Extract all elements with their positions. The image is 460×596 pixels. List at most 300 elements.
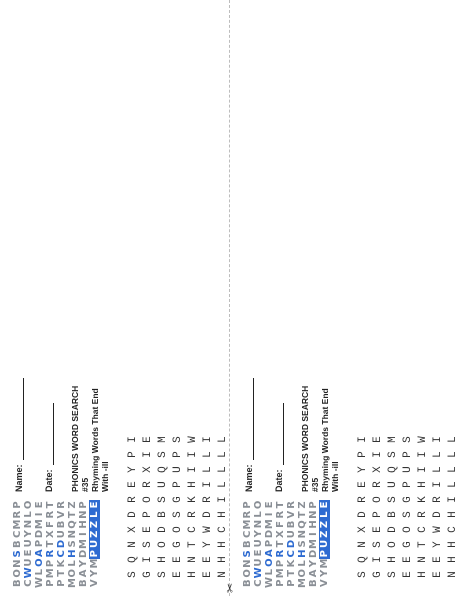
grid-letter[interactable]: R	[432, 496, 444, 503]
grid-row	[201, 432, 216, 582]
grid-letter[interactable]: R	[202, 496, 214, 503]
logo-letter: O	[67, 568, 78, 578]
logo-letter: P	[45, 579, 56, 587]
logo-letter: U	[23, 539, 34, 548]
grid-letter[interactable]: X	[142, 466, 154, 473]
grid-letter[interactable]: S	[157, 451, 169, 458]
logo-letter: O	[297, 568, 308, 578]
grid-letter[interactable]: H	[217, 511, 229, 518]
grid-letter[interactable]: P	[402, 451, 414, 458]
logo-letter: W	[253, 567, 264, 579]
grid-letter[interactable]: S	[157, 571, 169, 578]
logo-letter: T	[67, 511, 78, 519]
logo-letter: N	[297, 529, 308, 539]
grid-letter[interactable]: O	[172, 526, 184, 533]
grid-letter[interactable]: L	[432, 451, 444, 458]
logo-letter: P	[275, 579, 286, 587]
logo-row	[67, 500, 78, 588]
grid-letter[interactable]: E	[372, 436, 384, 443]
logo-letter: C	[242, 530, 253, 539]
logo-letter: Y	[89, 569, 100, 577]
logo-letter: M	[89, 558, 100, 569]
logo-letter: T	[45, 501, 56, 509]
logo-letter: B	[308, 579, 319, 587]
grid-row	[186, 432, 201, 582]
logo-letter: B	[242, 579, 253, 587]
grid-letter[interactable]: S	[157, 496, 169, 503]
logo-letter: M	[12, 519, 23, 530]
grid-letter[interactable]: Q	[357, 556, 369, 563]
grid-letter[interactable]: E	[372, 526, 384, 533]
logo-row	[78, 500, 89, 588]
grid-letter[interactable]: T	[417, 541, 429, 548]
grid-row	[431, 432, 446, 582]
date-field[interactable]	[44, 403, 54, 492]
logo-letter: P	[45, 559, 56, 568]
logo-letter: N	[67, 529, 78, 539]
logo-letter: R	[45, 549, 56, 558]
logo-letter: U	[253, 558, 264, 567]
grid-letter[interactable]: C	[187, 526, 199, 533]
grid-letter[interactable]: I	[432, 436, 444, 443]
name-line[interactable]	[244, 378, 254, 460]
logo-row	[264, 500, 275, 588]
grid-letter[interactable]: C	[447, 526, 459, 533]
grid-letter[interactable]: E	[402, 571, 414, 578]
grid-letter[interactable]: L	[202, 466, 214, 473]
grid-letter[interactable]: P	[172, 451, 184, 458]
grid-letter[interactable]: O	[142, 496, 154, 503]
logo-letter: R	[12, 510, 23, 519]
grid-letter[interactable]: R	[417, 511, 429, 518]
grid-letter[interactable]: Y	[202, 541, 214, 548]
date-line[interactable]	[274, 403, 284, 465]
grid-letter[interactable]: E	[402, 556, 414, 563]
grid-row	[401, 432, 416, 582]
name-label: Name:	[14, 464, 24, 492]
logo-letter: W	[34, 576, 45, 588]
logo-letter: I	[78, 532, 89, 537]
grid-letter[interactable]: W	[187, 436, 199, 443]
grid-letter[interactable]: M	[157, 436, 169, 443]
logo-letter: V	[319, 579, 330, 587]
logo-letter: N	[23, 519, 34, 529]
logo-letter: P	[12, 501, 23, 509]
grid-letter[interactable]: D	[127, 511, 139, 518]
grid-letter[interactable]: D	[202, 511, 214, 518]
grid-letter[interactable]: M	[387, 436, 399, 443]
logo-letter: K	[286, 559, 297, 568]
grid-letter[interactable]: E	[432, 571, 444, 578]
logo-letter: B	[286, 520, 297, 529]
logo-letter: O	[264, 558, 275, 567]
logo-letter: D	[308, 549, 319, 559]
logo-letter: I	[34, 512, 45, 517]
grid-letter[interactable]: Q	[157, 466, 169, 473]
grid-letter[interactable]: D	[357, 511, 369, 518]
title-line: PHONICS WORD SEARCH #35	[300, 385, 320, 492]
logo-letter: P	[56, 579, 67, 587]
grid-letter[interactable]: O	[402, 526, 414, 533]
grid-letter[interactable]: I	[142, 451, 154, 458]
grid-letter[interactable]: P	[372, 511, 384, 518]
grid-letter[interactable]: H	[447, 541, 459, 548]
logo-letter: L	[253, 511, 264, 518]
grid-letter[interactable]: Q	[387, 466, 399, 473]
logo-letter: M	[78, 539, 89, 549]
grid-letter[interactable]: G	[402, 541, 414, 548]
grid-letter[interactable]: D	[432, 511, 444, 518]
grid-letter[interactable]: G	[372, 571, 384, 578]
grid-letter[interactable]: B	[157, 511, 169, 518]
grid-letter[interactable]: B	[387, 511, 399, 518]
logo-letter: H	[297, 549, 308, 558]
grid-letter[interactable]: N	[127, 541, 139, 548]
grid-letter[interactable]: E	[142, 436, 154, 443]
grid-letter[interactable]: X	[372, 466, 384, 473]
grid-letter[interactable]: U	[157, 481, 169, 488]
puzzle-logo	[242, 500, 330, 588]
grid-letter[interactable]: N	[357, 541, 369, 548]
grid-letter[interactable]: T	[187, 541, 199, 548]
logo-row	[242, 500, 253, 588]
worksheet-title	[300, 372, 340, 492]
logo-letter: O	[12, 569, 23, 578]
grid-letter[interactable]: C	[417, 526, 429, 533]
logo-letter: T	[275, 501, 286, 509]
logo-letter: C	[253, 579, 264, 587]
grid-letter[interactable]: I	[187, 451, 199, 458]
logo-letter: Y	[78, 560, 89, 568]
logo-letter: Z	[89, 520, 100, 529]
logo-letter: C	[12, 530, 23, 539]
grid-letter[interactable]: L	[447, 436, 459, 443]
logo-row	[12, 500, 23, 588]
grid-letter[interactable]: E	[142, 526, 154, 533]
grid-letter[interactable]: H	[217, 556, 229, 563]
grid-letter[interactable]: L	[217, 466, 229, 473]
logo-letter: L	[264, 569, 275, 576]
grid-letter[interactable]: I	[372, 451, 384, 458]
title-line: PHONICS WORD SEARCH #35	[70, 385, 90, 492]
grid-letter[interactable]: R	[187, 511, 199, 518]
logo-letter: R	[45, 510, 56, 519]
logo-letter: R	[286, 501, 297, 509]
grid-letter[interactable]: P	[402, 481, 414, 488]
name-field[interactable]	[14, 378, 24, 492]
logo-letter: N	[242, 559, 253, 568]
date-label: Date:	[274, 469, 284, 492]
name-field[interactable]	[244, 378, 254, 492]
grid-letter[interactable]: S	[172, 511, 184, 518]
grid-letter[interactable]: S	[372, 541, 384, 548]
logo-letter: P	[319, 550, 330, 558]
logo-letter: R	[275, 510, 286, 519]
grid-letter[interactable]: I	[357, 436, 369, 443]
logo-letter: U	[286, 530, 297, 539]
grid-row	[126, 432, 141, 582]
logo-letter: T	[286, 569, 297, 577]
logo-letter: L	[34, 569, 45, 576]
grid-letter[interactable]: G	[142, 571, 154, 578]
grid-letter[interactable]: P	[127, 451, 139, 458]
grid-letter[interactable]: W	[417, 436, 429, 443]
worksheet-title	[70, 372, 110, 492]
grid-letter[interactable]: L	[432, 466, 444, 473]
logo-row	[23, 500, 34, 588]
logo-letter: S	[297, 540, 308, 548]
logo-letter: B	[242, 540, 253, 548]
grid-letter[interactable]: I	[432, 481, 444, 488]
logo-letter: M	[264, 519, 275, 530]
grid-letter[interactable]: R	[142, 481, 154, 488]
logo-row	[319, 500, 330, 588]
grid-letter[interactable]: L	[447, 451, 459, 458]
grid-letter[interactable]: W	[202, 526, 214, 533]
grid-letter[interactable]: R	[127, 496, 139, 503]
grid-letter[interactable]: I	[417, 466, 429, 473]
grid-letter[interactable]: S	[387, 451, 399, 458]
grid-letter[interactable]: L	[217, 436, 229, 443]
logo-letter: T	[56, 569, 67, 577]
grid-letter[interactable]: P	[172, 481, 184, 488]
grid-letter[interactable]: Y	[432, 541, 444, 548]
logo-letter: P	[242, 501, 253, 509]
logo-row	[275, 500, 286, 588]
logo-letter: L	[89, 511, 100, 518]
grid-letter[interactable]: S	[172, 436, 184, 443]
logo-letter: B	[78, 579, 89, 587]
grid-letter[interactable]: I	[202, 481, 214, 488]
grid-row	[141, 432, 156, 582]
logo-letter: E	[253, 549, 264, 557]
grid-row	[216, 432, 230, 582]
grid-letter[interactable]: L	[202, 451, 214, 458]
logo-letter: C	[286, 550, 297, 558]
logo-letter: O	[242, 569, 253, 578]
worksheet-copy-right	[230, 0, 460, 596]
logo-letter: Z	[319, 520, 330, 529]
logo-letter: T	[45, 540, 56, 548]
date-field[interactable]	[274, 403, 284, 492]
logo-letter: D	[264, 529, 275, 539]
grid-letter[interactable]: L	[447, 466, 459, 473]
grid-letter[interactable]: U	[402, 466, 414, 473]
date-line[interactable]	[44, 403, 54, 465]
logo-letter: R	[56, 501, 67, 509]
logo-row	[286, 500, 297, 588]
logo-row	[308, 500, 319, 588]
grid-letter[interactable]: I	[447, 496, 459, 503]
grid-letter[interactable]: L	[217, 451, 229, 458]
grid-letter[interactable]: I	[417, 451, 429, 458]
logo-row	[89, 500, 100, 588]
logo-letter: V	[56, 510, 67, 519]
grid-letter[interactable]: N	[417, 556, 429, 563]
logo-letter: Z	[89, 530, 100, 538]
logo-letter: R	[242, 510, 253, 519]
logo-letter: V	[286, 510, 297, 519]
grid-letter[interactable]: I	[142, 556, 154, 563]
logo-letter: Z	[67, 501, 78, 509]
grid-letter[interactable]: U	[387, 481, 399, 488]
logo-row	[45, 500, 56, 588]
date-label: Date:	[44, 469, 54, 492]
grid-letter[interactable]: D	[387, 526, 399, 533]
grid-letter[interactable]: H	[417, 571, 429, 578]
grid-letter[interactable]: L	[217, 481, 229, 488]
logo-letter: Y	[319, 569, 330, 577]
grid-letter[interactable]: H	[217, 541, 229, 548]
grid-letter[interactable]: O	[372, 496, 384, 503]
logo-letter: E	[89, 501, 100, 509]
logo-letter: Y	[253, 530, 264, 538]
logo-letter: T	[275, 540, 286, 548]
logo-letter: M	[242, 519, 253, 530]
logo-letter: M	[67, 578, 78, 588]
grid-letter[interactable]: E	[202, 571, 214, 578]
grid-letter[interactable]: O	[157, 541, 169, 548]
grid-letter[interactable]: I	[127, 436, 139, 443]
grid-letter[interactable]: E	[432, 556, 444, 563]
grid-letter[interactable]: H	[157, 556, 169, 563]
grid-letter[interactable]: Y	[357, 466, 369, 473]
grid-letter[interactable]: G	[172, 541, 184, 548]
logo-letter: N	[253, 519, 264, 529]
grid-letter[interactable]: U	[172, 466, 184, 473]
grid-letter[interactable]: I	[217, 496, 229, 503]
logo-letter: E	[34, 501, 45, 509]
logo-letter: Q	[297, 520, 308, 529]
grid-letter[interactable]: Y	[127, 466, 139, 473]
grid-letter[interactable]: G	[402, 496, 414, 503]
grid-row	[371, 432, 386, 582]
grid-letter[interactable]: R	[372, 481, 384, 488]
grid-letter[interactable]: E	[127, 481, 139, 488]
grid-letter[interactable]: E	[172, 556, 184, 563]
grid-letter[interactable]: S	[402, 436, 414, 443]
logo-letter: H	[67, 549, 78, 558]
name-label: Name:	[244, 464, 254, 492]
logo-letter: V	[89, 579, 100, 587]
grid-letter[interactable]: S	[402, 511, 414, 518]
grid-letter[interactable]: H	[447, 511, 459, 518]
logo-letter: M	[275, 568, 286, 579]
logo-letter: D	[34, 529, 45, 539]
logo-letter: T	[297, 511, 308, 519]
grid-letter[interactable]: S	[387, 496, 399, 503]
logo-letter: M	[34, 519, 45, 530]
logo-row	[297, 500, 308, 588]
grid-row	[171, 432, 186, 582]
logo-letter: N	[78, 510, 89, 519]
grid-letter[interactable]: I	[372, 556, 384, 563]
grid-letter[interactable]: K	[187, 496, 199, 503]
grid-letter[interactable]: S	[387, 571, 399, 578]
grid-letter[interactable]: X	[357, 526, 369, 533]
logo-letter: F	[45, 521, 56, 528]
grid-letter[interactable]: P	[142, 511, 154, 518]
grid-letter[interactable]: Q	[127, 556, 139, 563]
worksheet-panel	[230, 0, 460, 596]
grid-letter[interactable]: K	[417, 496, 429, 503]
logo-letter: X	[45, 530, 56, 539]
logo-row	[56, 500, 67, 588]
grid-letter[interactable]: H	[187, 571, 199, 578]
logo-letter: B	[56, 520, 67, 529]
name-line[interactable]	[14, 378, 24, 460]
grid-letter[interactable]: C	[217, 526, 229, 533]
grid-letter[interactable]: P	[357, 451, 369, 458]
grid-letter[interactable]: E	[357, 481, 369, 488]
grid-letter[interactable]: E	[202, 556, 214, 563]
grid-letter[interactable]: I	[202, 436, 214, 443]
logo-letter: P	[34, 539, 45, 548]
grid-letter[interactable]: S	[357, 571, 369, 578]
grid-letter[interactable]: H	[417, 481, 429, 488]
logo-letter: D	[286, 539, 297, 549]
logo-letter: O	[23, 500, 34, 510]
logo-letter: S	[242, 550, 253, 558]
logo-letter: B	[12, 540, 23, 548]
logo-row	[253, 500, 264, 588]
subtitle-line: With -ill	[330, 461, 340, 492]
logo-letter: M	[45, 568, 56, 579]
grid-letter[interactable]: N	[217, 571, 229, 578]
logo-letter: H	[78, 520, 89, 529]
logo-letter: P	[275, 559, 286, 568]
grid-letter[interactable]: X	[127, 526, 139, 533]
subtitle-line: Rhyming Words That End	[90, 388, 100, 492]
logo-letter: P	[286, 579, 297, 587]
grid-letter[interactable]: D	[157, 526, 169, 533]
grid-letter[interactable]: H	[447, 556, 459, 563]
logo-letter: O	[34, 558, 45, 567]
logo-letter: O	[253, 500, 264, 510]
grid-letter[interactable]: N	[187, 556, 199, 563]
grid-letter[interactable]: O	[387, 541, 399, 548]
logo-letter: B	[12, 579, 23, 587]
grid-letter[interactable]: S	[142, 541, 154, 548]
grid-row	[446, 432, 460, 582]
logo-letter: P	[78, 501, 89, 509]
grid-letter[interactable]: S	[127, 571, 139, 578]
puzzle-logo	[12, 500, 100, 588]
grid-letter[interactable]: G	[172, 496, 184, 503]
grid-letter[interactable]: H	[187, 481, 199, 488]
grid-row	[416, 432, 431, 582]
grid-letter[interactable]: E	[172, 571, 184, 578]
logo-letter: Y	[308, 560, 319, 568]
grid-letter[interactable]: L	[447, 481, 459, 488]
grid-letter[interactable]: I	[187, 466, 199, 473]
logo-letter: M	[308, 539, 319, 549]
logo-letter: L	[23, 511, 34, 518]
logo-letter: C	[23, 579, 34, 587]
logo-letter: L	[297, 560, 308, 567]
logo-letter: U	[56, 530, 67, 539]
logo-letter: E	[264, 501, 275, 509]
grid-letter[interactable]: N	[447, 571, 459, 578]
logo-letter: Z	[297, 501, 308, 509]
logo-letter: M	[297, 578, 308, 588]
grid-letter[interactable]: R	[357, 496, 369, 503]
grid-letter[interactable]: H	[387, 556, 399, 563]
logo-letter: I	[308, 532, 319, 537]
logo-letter: X	[275, 530, 286, 539]
grid-letter[interactable]: W	[432, 526, 444, 533]
logo-row	[34, 500, 45, 588]
